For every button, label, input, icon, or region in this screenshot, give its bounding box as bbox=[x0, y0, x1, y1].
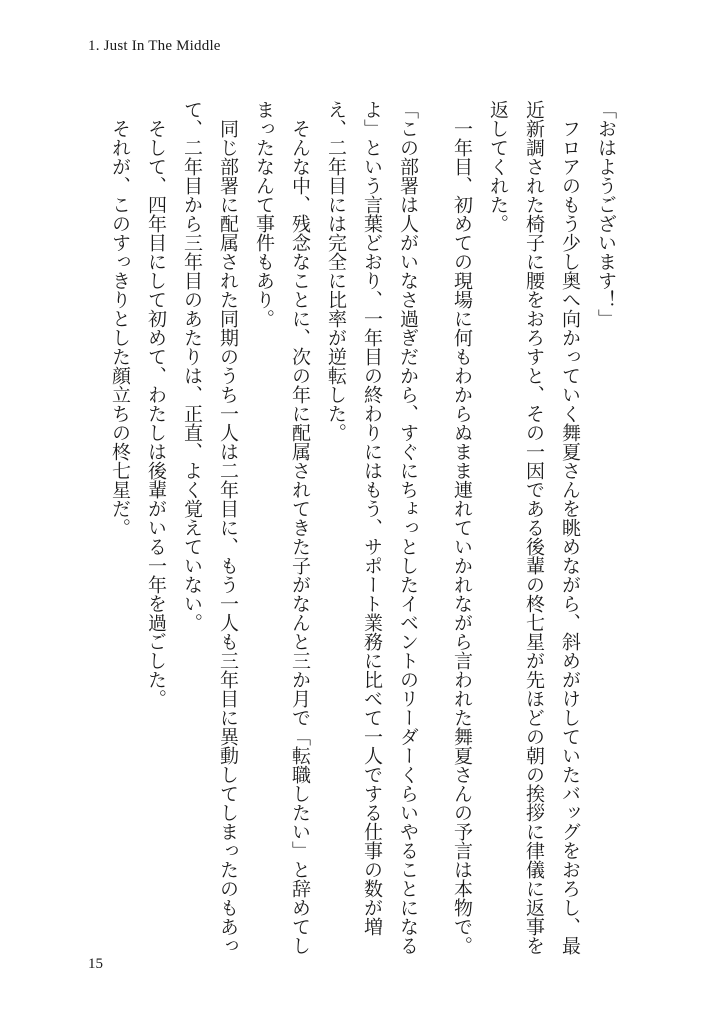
running-header: 1. Just In The Middle bbox=[88, 38, 221, 54]
paragraph: 一年目、初めての現場に何もわからぬまま連れていかれながら言われた舞夏さんの予言は本物で。 bbox=[451, 100, 473, 955]
paragraph: フロアのもう少し奥へ向かっていく舞夏さんを眺めながら、斜めがけしていたバッグをおろし、最近新調された椅子に腰をおろすと、その一因である後輩の柊七星が先ほどの朝の挨拶に律儀に返事を返してくれた。 bbox=[487, 100, 581, 955]
paragraph: そして、四年目にして初めて、わたしは後輩がいる一年を過ごした。 bbox=[145, 100, 167, 708]
paragraph: それが、このすっきりとした顔立ちの柊七星だ。 bbox=[109, 100, 131, 537]
paragraph: そんな中、残念なことに、次の年に配属されてきた子がなんと三か月で「転職したい」と辞めてしまったなんて事件もあり。 bbox=[253, 100, 311, 955]
body-text bbox=[64, 100, 624, 960]
page-number: 15 bbox=[88, 956, 103, 972]
paragraph: 「おはようございます！」 bbox=[595, 100, 617, 328]
paragraph: 同じ部署に配属された同期のうち一人は二年目に、もう一人も三年目に異動してしまったのもあって、二年目から三年目のあたりは、正直、よく覚えていない。 bbox=[181, 100, 239, 955]
paragraph: 「この部署は人がいなさ過ぎだから、すぐにちょっとしたイベントのリーダーくらいやることになるよ」という言葉どおり、一年目の終わりにはもう、サポート業務に比べて一人でする仕事の数が増え、二年目には完全に比率が逆転した。 bbox=[325, 100, 419, 955]
